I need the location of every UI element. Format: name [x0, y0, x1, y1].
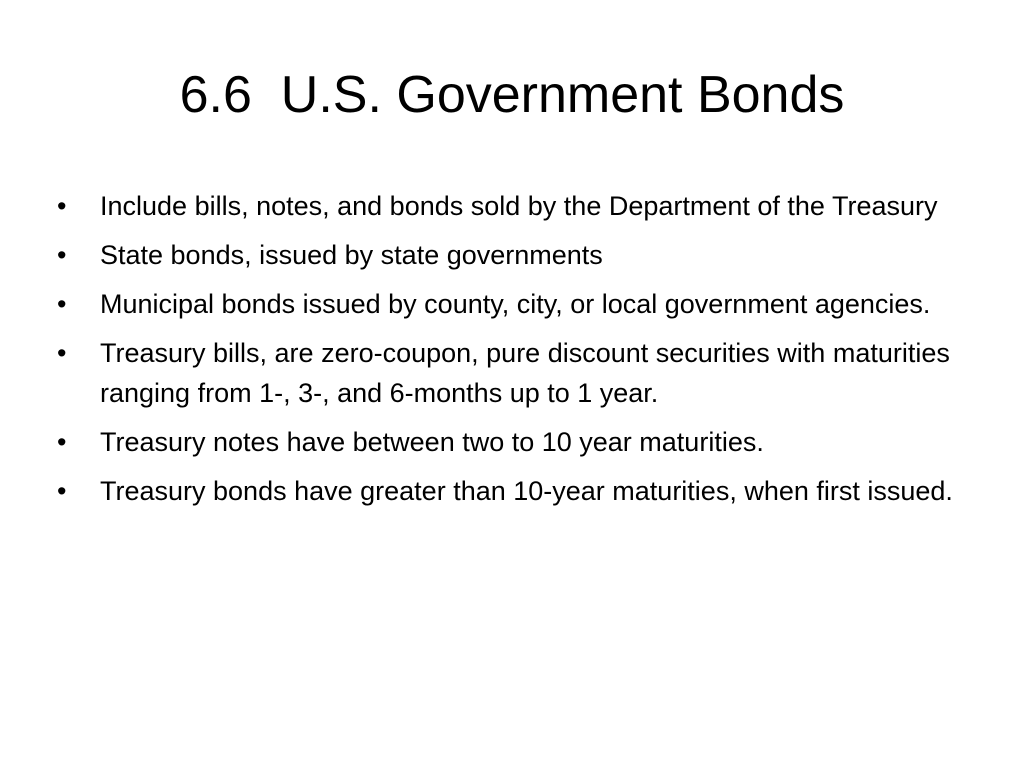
bullet-item	[57, 422, 957, 462]
bullet-text: Treasury notes have between two to 10 year maturities.	[100, 427, 764, 457]
bullet-icon: •	[57, 427, 67, 457]
bullet-text: Include bills, notes, and bonds sold by the Department of the Treasury	[100, 191, 938, 221]
bullet-item	[57, 235, 957, 275]
bullet-text: State bonds, issued by state governments	[100, 240, 603, 270]
bullet-icon: •	[57, 240, 67, 270]
bullet-icon: •	[57, 289, 67, 319]
bullet-item	[57, 186, 957, 226]
bullet-list	[57, 186, 957, 520]
bullet-icon: •	[57, 191, 67, 221]
bullet-icon: •	[57, 476, 67, 506]
slide-title: 6.6 U.S. Government Bonds	[179, 66, 845, 124]
bullet-text: Treasury bonds have greater than 10-year maturities, when first issued.	[100, 476, 953, 506]
bullet-item	[57, 471, 957, 511]
bullet-icon: •	[57, 338, 67, 368]
bullet-text: Treasury bills, are zero-coupon, pure discount securities with maturities ranging from 1-, 3-, and 6-months up to 1 year.	[100, 338, 950, 408]
bullet-item	[57, 284, 957, 324]
bullet-item	[57, 333, 957, 413]
bullet-text: Municipal bonds issued by county, city, or local government agencies.	[100, 289, 931, 319]
